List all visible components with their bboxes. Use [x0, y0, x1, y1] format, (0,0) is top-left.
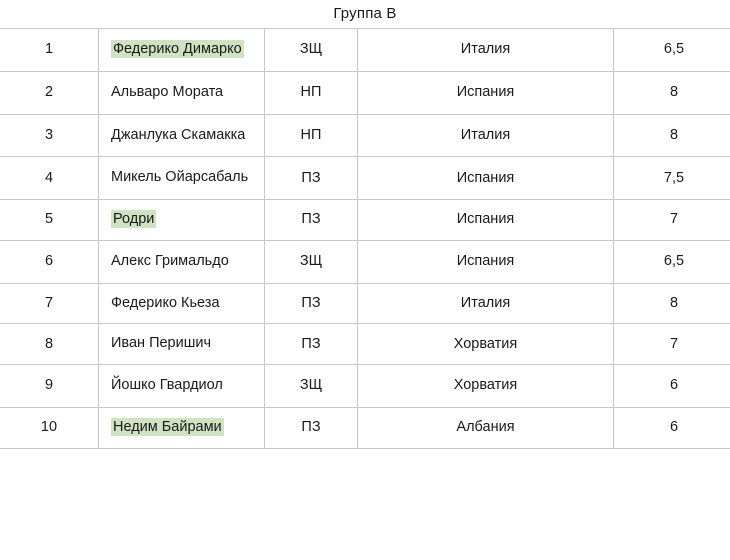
cell-position: [265, 29, 358, 72]
cell-rank: [0, 114, 99, 157]
position-value: НП: [300, 126, 322, 143]
position-value: ПЗ: [301, 335, 321, 352]
cell-player-name: [99, 200, 265, 241]
cell-country: [358, 114, 614, 157]
table-row: [0, 283, 730, 324]
country-value: Хорватия: [453, 335, 518, 352]
score-value: 8: [669, 84, 679, 101]
cell-position: [265, 324, 358, 365]
cell-rank: [0, 407, 99, 448]
position-value: НП: [300, 84, 322, 101]
table-row: [0, 324, 730, 365]
rank-value: 1: [44, 41, 54, 58]
rank-value: 2: [44, 84, 54, 101]
cell-score: [614, 200, 730, 241]
player-name: Недим Байрами: [113, 418, 222, 435]
country-value: Италия: [460, 41, 511, 58]
cell-score: [614, 365, 730, 408]
player-name: Альваро Мората: [111, 83, 224, 100]
cell-country: [358, 29, 614, 72]
score-value: 8: [669, 126, 679, 143]
cell-player-name: [99, 114, 265, 157]
table-row: [0, 240, 730, 283]
player-name: Йошко Гвардиол: [111, 377, 223, 393]
cell-rank: [0, 71, 99, 114]
table-row: [0, 71, 730, 114]
player-name: Микель Ойарсабаль: [111, 169, 249, 186]
cell-country: [358, 157, 614, 200]
score-value: 7: [669, 335, 679, 352]
cell-score: [614, 157, 730, 200]
player-name: Федерико Димарко: [113, 41, 242, 57]
cell-position: [265, 240, 358, 283]
player-name: Алекс Гримальдо: [111, 252, 229, 269]
country-value: Италия: [460, 126, 511, 143]
rank-value: 5: [44, 211, 54, 228]
rank-value: 10: [40, 419, 58, 436]
cell-player-name: [99, 283, 265, 324]
cell-rank: [0, 365, 99, 408]
table-body: [0, 29, 730, 449]
cell-position: [265, 71, 358, 114]
country-value: Испания: [456, 84, 515, 101]
position-value: ПЗ: [301, 294, 321, 311]
cell-score: [614, 114, 730, 157]
cell-player-name: [99, 29, 265, 72]
score-value: 8: [669, 294, 679, 311]
position-value: ЗЩ: [299, 253, 323, 270]
page-title: Группа B: [333, 5, 397, 22]
cell-position: [265, 157, 358, 200]
cell-rank: [0, 200, 99, 241]
table-row: [0, 365, 730, 408]
cell-player-name: [99, 71, 265, 114]
table-row: [0, 114, 730, 157]
cell-country: [358, 240, 614, 283]
table-row: [0, 200, 730, 241]
cell-country: [358, 407, 614, 448]
rank-value: 6: [44, 253, 54, 270]
table-row: [0, 29, 730, 72]
score-value: 6,5: [663, 253, 685, 270]
cell-score: [614, 283, 730, 324]
cell-rank: [0, 240, 99, 283]
player-name: Джанлука Скамакка: [111, 126, 246, 143]
player-name: Федерико Кьеза: [111, 294, 220, 311]
cell-position: [265, 283, 358, 324]
position-value: ЗЩ: [299, 41, 323, 58]
rank-value: 8: [44, 335, 54, 352]
cell-player-name: [99, 365, 265, 408]
cell-player-name: [99, 157, 265, 200]
rank-value: 4: [44, 169, 54, 186]
score-value: 7: [669, 211, 679, 228]
table-row: [0, 157, 730, 200]
cell-rank: [0, 29, 99, 72]
cell-player-name: [99, 324, 265, 365]
cell-player-name: [99, 240, 265, 283]
score-value: 7,5: [663, 169, 685, 186]
position-value: ЗЩ: [299, 377, 323, 394]
cell-score: [614, 407, 730, 448]
cell-score: [614, 324, 730, 365]
country-value: Албания: [456, 419, 515, 436]
rank-value: 7: [44, 294, 54, 311]
cell-country: [358, 365, 614, 408]
country-value: Испания: [456, 253, 515, 270]
country-value: Италия: [460, 294, 511, 311]
cell-score: [614, 29, 730, 72]
table-row: [0, 407, 730, 448]
country-value: Хорватия: [453, 377, 518, 394]
cell-score: [614, 240, 730, 283]
rank-value: 3: [44, 126, 54, 143]
position-value: ПЗ: [301, 211, 321, 228]
cell-country: [358, 200, 614, 241]
country-value: Испания: [456, 211, 515, 228]
player-ranking-table: [0, 28, 730, 449]
cell-rank: [0, 283, 99, 324]
cell-position: [265, 365, 358, 408]
score-value: 6,5: [663, 41, 685, 58]
cell-position: [265, 200, 358, 241]
score-value: 6: [669, 419, 679, 436]
cell-position: [265, 114, 358, 157]
cell-score: [614, 71, 730, 114]
cell-rank: [0, 157, 99, 200]
position-value: ПЗ: [301, 169, 321, 186]
cell-rank: [0, 324, 99, 365]
cell-player-name: [99, 407, 265, 448]
player-name: Иван Перишич: [111, 335, 211, 352]
cell-country: [358, 324, 614, 365]
cell-country: [358, 283, 614, 324]
position-value: ПЗ: [301, 419, 321, 436]
rank-value: 9: [44, 377, 54, 394]
cell-position: [265, 407, 358, 448]
score-value: 6: [669, 377, 679, 394]
country-value: Испания: [456, 169, 515, 186]
cell-country: [358, 71, 614, 114]
player-name: Родри: [113, 211, 155, 227]
